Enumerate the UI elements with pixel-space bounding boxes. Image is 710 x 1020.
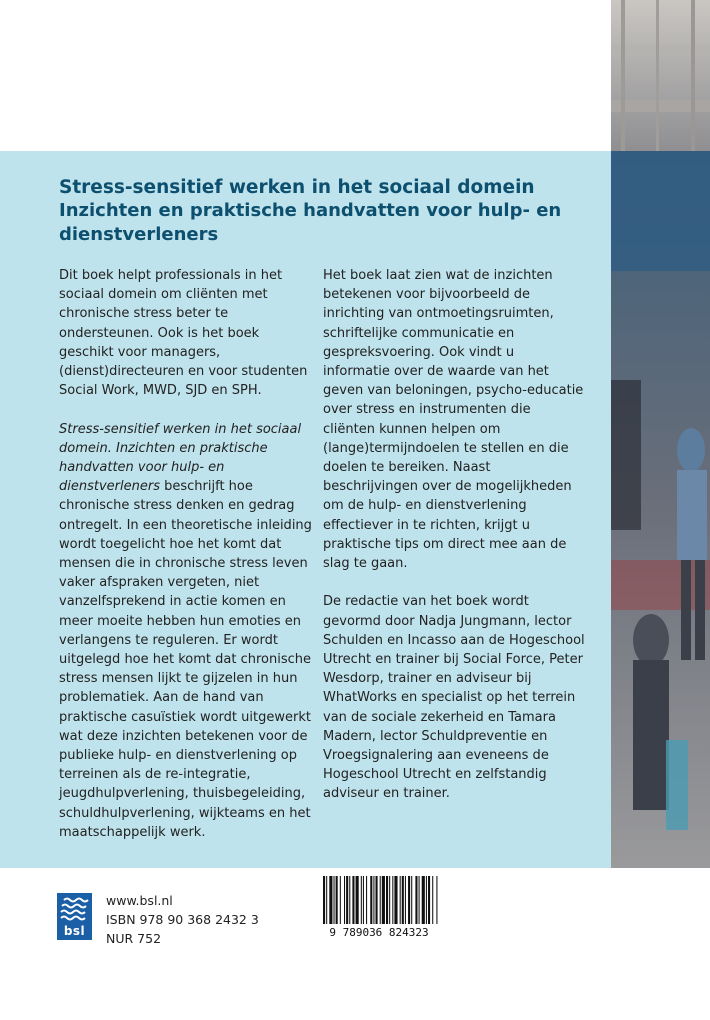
barcode-bar xyxy=(411,876,412,924)
barcode-bar xyxy=(349,876,350,924)
barcode-bar xyxy=(419,876,420,924)
barcode-bar xyxy=(340,876,341,924)
nur-code: NUR 752 xyxy=(106,931,162,946)
barcode-bar xyxy=(432,876,433,924)
logo-text: bsl xyxy=(63,924,86,938)
left-text-column xyxy=(59,266,313,861)
right-text-column xyxy=(323,266,585,823)
barcode-bar xyxy=(323,876,325,924)
cover-photo xyxy=(611,0,710,868)
barcode-bar xyxy=(370,876,372,924)
content-paragraph: Het boek laat zien wat de inzichten betekenen voor bijvoorbeeld de inrichting van ontmoetingsruimten, schriftelijke communicatie en gespreksvoering. Ook vindt u informatie over de waarde van het geven van beloningen, psycho-educatie over stress en instrumenten die cliënten kunnen helpen om (lange)termijndoelen te stellen en die doelen te bereiken. Naast beschrijvingen over de mogelijkheden om de hulp- en dienstverlening effectiever in te richten, krijgt u praktische tips om direct mee aan de slag te gaan. xyxy=(323,268,584,572)
barcode-bar xyxy=(386,876,388,924)
barcode-bar xyxy=(394,876,397,924)
barcode-bar xyxy=(356,876,359,924)
barcode-bar xyxy=(402,876,404,924)
barcode-bar xyxy=(400,876,401,924)
isbn: ISBN 978 90 368 2432 3 xyxy=(106,912,259,927)
website: www.bsl.nl xyxy=(106,893,173,908)
publisher-logo xyxy=(57,893,92,940)
barcode-bar xyxy=(352,876,354,924)
book-subtitle: Inzichten en praktische handvatten voor hulp- en dienstverleners xyxy=(59,200,562,245)
barcode-bar xyxy=(380,876,381,924)
barcode-bar xyxy=(405,876,406,924)
cover-photo-strip xyxy=(611,0,710,868)
barcode-bar xyxy=(326,876,327,924)
barcode-digits: 9 789036 824323 xyxy=(329,926,429,939)
isbn-barcode xyxy=(309,874,449,940)
barcode-bar xyxy=(336,876,338,924)
barcode-bar xyxy=(382,876,385,924)
barcode-bar xyxy=(361,876,362,924)
barcode-bar xyxy=(436,876,437,924)
barcode-bar xyxy=(373,876,374,924)
waves-icon xyxy=(57,893,92,923)
barcode-bar xyxy=(346,876,348,924)
barcode-bar xyxy=(422,876,425,924)
barcode-bar xyxy=(392,876,393,924)
description-title-italic: Stress-sensitief werken in het sociaal domein. Inzichten en praktische handvatten voor hulp- en dienstverleners xyxy=(59,421,302,495)
barcode-bar xyxy=(344,876,345,924)
editors-paragraph: De redactie van het boek wordt gevormd door Nadja Jungmann, lector Schulden en Incasso aan de Hogeschool Utrecht en trainer bij Social Force, Peter Wesdorp, trainer en adviseur bij WhatWorks en specialist op het terrein van de sociale zekerheid en Tamara Madern, lector Schuldpreventie en Vroegsignalering aan eveneens de Hogeschool Utrecht en zelfstandig adviseur en trainer. xyxy=(323,594,585,802)
barcode-bars xyxy=(323,876,437,924)
publisher-info xyxy=(106,891,259,948)
barcode-bar xyxy=(363,876,364,924)
barcode-bar xyxy=(408,876,410,924)
barcode-bar xyxy=(389,876,390,924)
barcode-bar xyxy=(329,876,332,924)
barcode-bar xyxy=(426,876,427,924)
description-paragraph xyxy=(59,420,313,842)
intro-paragraph: Dit boek helpt professionals in het sociaal domein om cliënten met chronische stress beter te ondersteunen. Ook is het boek geschikt voor managers, (dienst)directeuren en voor studenten Social Work, MWD, SJD en SPH. xyxy=(59,268,308,399)
barcode-bar xyxy=(366,876,367,924)
barcode-bar xyxy=(428,876,430,924)
barcode-bar xyxy=(415,876,417,924)
barcode-bar xyxy=(376,876,378,924)
barcode-bar xyxy=(334,876,335,924)
description-body: beschrijft hoe chronische stress denken en gedrag ontregelt. In een theoretische inleiding wordt toegelicht hoe het komt dat mensen die in chronische stress leven vaker afspraken vergeten, niet vanzelfsprekend in actie komen en meer moeite hebben hun emoties en verlangens te reguleren. Er wordt uitgelegd hoe het komt dat chronische stress mensen lijkt te gijzelen in hun problematiek. Aan de hand van praktische casuïstiek wordt uitgewerkt wat deze inzichten betekenen voor de publieke hulp- en dienstverlening op terreinen als de re-integratie, jeugdhulpverlening, thuisbegeleiding, schuldhulpverlening, wijkteams en het maatschappelijk werk. xyxy=(59,479,312,840)
top-margin xyxy=(0,0,611,151)
book-title: Stress-sensitief werken in het sociaal domein xyxy=(59,177,535,198)
